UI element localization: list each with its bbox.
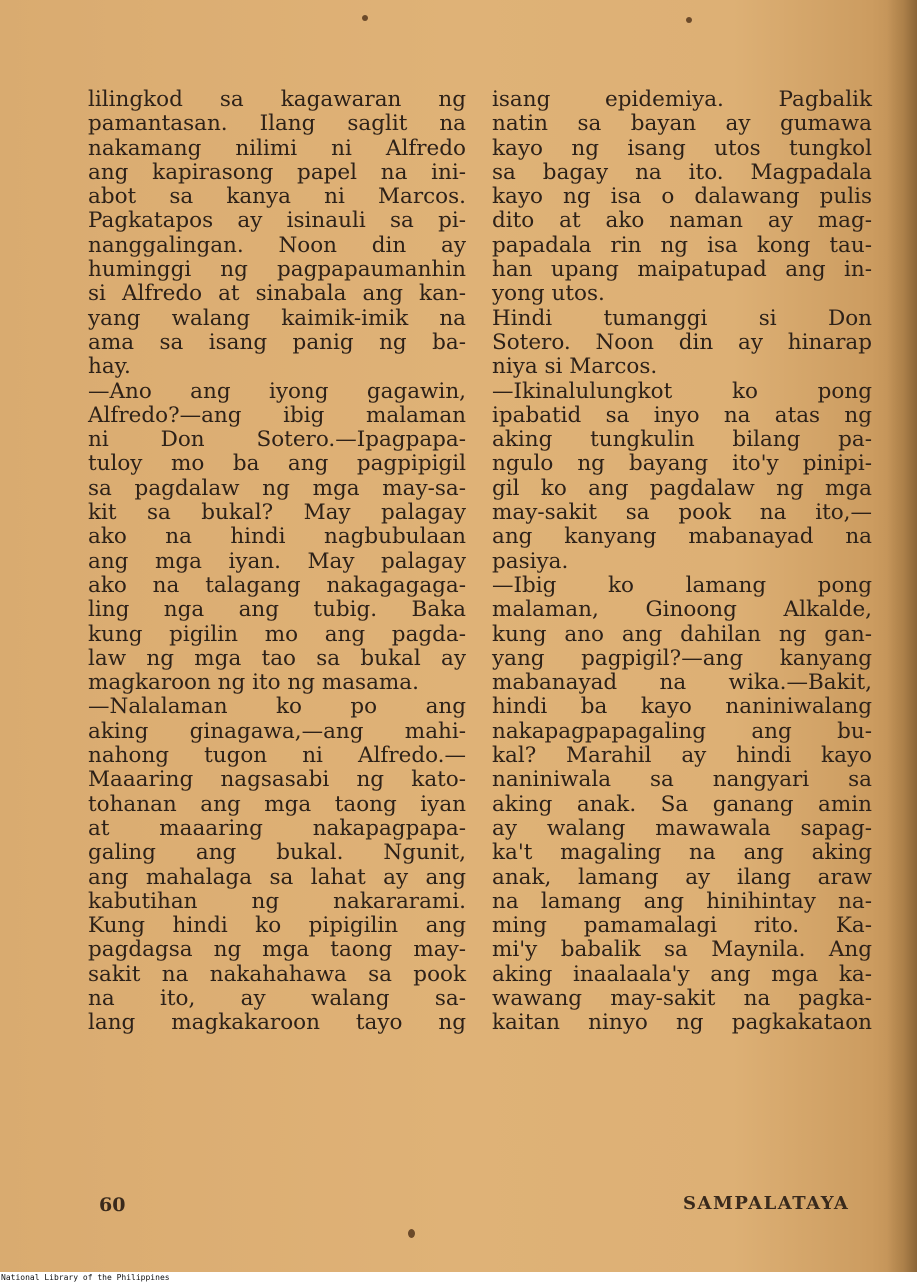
- text-line: galing ang bukal. Ngunit,: [88, 840, 466, 866]
- text-line: Alfredo?—ang ibig malaman: [88, 402, 466, 428]
- text-line: Kung hindi ko pipigilin ang: [88, 913, 466, 939]
- text-line: nakamang nilimi ni Alfredo: [88, 135, 466, 161]
- text-line: aking anak. Sa ganang amin: [492, 791, 872, 817]
- text-line: ang kapirasong papel na ini-: [88, 159, 466, 185]
- text-line: niya si Marcos.: [492, 354, 658, 380]
- text-line: pagdagsa ng mga taong may-: [88, 937, 466, 963]
- text-line: ngulo ng bayang ito'y pinipi-: [492, 451, 872, 477]
- text-line: huminggi ng pagpapaumanhin: [88, 257, 466, 283]
- text-line: kaitan ninyo ng pagkakataon: [492, 1010, 872, 1036]
- text-line: mabanayad na wika.—Bakit,: [492, 670, 872, 696]
- text-line: ipabatid sa inyo na atas ng: [492, 402, 872, 428]
- text-line: yang walang kaimik-imik na: [88, 305, 466, 331]
- text-line: yang pagpigil?—ang kanyang: [492, 645, 872, 671]
- text-line: ang mahalaga sa lahat ay ang: [88, 864, 466, 890]
- text-line: hindi ba kayo naniniwalang: [492, 694, 872, 720]
- text-line: wawang may-sakit na pagka-: [492, 985, 872, 1011]
- text-line: kung pigilin mo ang pagda-: [88, 621, 466, 647]
- print-speck: [408, 1229, 415, 1238]
- text-line: gil ko ang pagdalaw ng mga: [492, 475, 872, 501]
- text-line: —Ikinalulungkot ko pong: [492, 378, 872, 404]
- text-line: kayo ng isang utos tungkol: [492, 135, 872, 161]
- text-line: mi'y babalik sa Maynila. Ang: [492, 937, 872, 963]
- text-line: natin sa bayan ay gumawa: [492, 111, 872, 137]
- text-line: nahong tugon ni Alfredo.—: [88, 743, 466, 769]
- text-line: yong utos.: [492, 281, 605, 307]
- text-line: kal? Marahil ay hindi kayo: [492, 743, 872, 769]
- text-line: aking tungkulin bilang pa-: [492, 427, 872, 453]
- text-line: na ito, ay walang sa-: [88, 985, 466, 1011]
- text-line: lang magkakaroon tayo ng: [88, 1010, 466, 1036]
- left-text-column: [88, 88, 466, 1036]
- text-line: naniniwala sa nangyari sa: [492, 767, 872, 793]
- text-line: —Nalalaman ko po ang: [88, 694, 466, 720]
- text-line: ang kanyang mabanayad na: [492, 524, 872, 550]
- text-line: ka't magaling na ang aking: [492, 840, 872, 866]
- text-line: kit sa bukal? May palagay: [88, 500, 466, 526]
- text-line: na lamang ang hinihintay na-: [492, 888, 872, 914]
- text-line: papadala rin ng isa kong tau-: [492, 232, 872, 258]
- text-line: sa pagdalaw ng mga may-sa-: [88, 475, 466, 501]
- text-line: ako na hindi nagbubulaan: [88, 524, 466, 550]
- library-credit: National Library of the Philippines: [1, 1273, 170, 1282]
- text-line: aking inaalaala'y ang mga ka-: [492, 961, 872, 987]
- text-line: —Ibig ko lamang pong: [492, 572, 872, 598]
- text-line: han upang maipatupad ang in-: [492, 257, 872, 283]
- text-line: pamantasan. Ilang saglit na: [88, 111, 466, 137]
- text-line: malaman, Ginoong Alkalde,: [492, 597, 872, 623]
- text-line: kabutihan ng nakararami.: [88, 888, 466, 914]
- text-line: lilingkod sa kagawaran ng: [88, 87, 466, 112]
- text-line: at maaaring nakapagpapa-: [88, 815, 466, 841]
- text-line: ako na talagang nakagagaga-: [88, 572, 466, 598]
- text-line: tohanan ang mga taong iyan: [88, 791, 466, 817]
- print-speck: [686, 17, 692, 23]
- text-line: anak, lamang ay ilang araw: [492, 864, 872, 890]
- text-line: Sotero. Noon din ay hinarap: [492, 329, 872, 355]
- text-line: pasiya.: [492, 548, 569, 574]
- print-speck: [362, 15, 368, 21]
- text-line: isang epidemiya. Pagbalik: [492, 87, 872, 112]
- text-line: Pagkatapos ay isinauli sa pi-: [88, 208, 466, 234]
- text-line: ni Don Sotero.—Ipagpapa-: [88, 427, 466, 453]
- text-line: ling nga ang tubig. Baka: [88, 597, 466, 623]
- text-line: kayo ng isa o dalawang pulis: [492, 184, 872, 210]
- text-line: nakapagpapagaling ang bu-: [492, 718, 872, 744]
- text-line: Hindi tumanggi si Don: [492, 305, 872, 331]
- text-line: aking ginagawa,—ang mahi-: [88, 718, 466, 744]
- text-line: law ng mga tao sa bukal ay: [88, 645, 466, 671]
- text-line: Maaaring nagsasabi ng kato-: [88, 767, 466, 793]
- text-line: magkaroon ng ito ng masama.: [88, 670, 419, 696]
- right-text-column: [492, 88, 872, 1036]
- text-line: kung ano ang dahilan ng gan-: [492, 621, 872, 647]
- text-line: sa bagay na ito. Magpadala: [492, 159, 872, 185]
- page-binding-shadow: [887, 0, 917, 1272]
- text-line: ang mga iyan. May palagay: [88, 548, 466, 574]
- text-line: ay walang mawawala sapag-: [492, 815, 872, 841]
- running-title: SAMPALATAYA: [683, 1193, 850, 1214]
- text-line: sakit na nakahahawa sa pook: [88, 961, 466, 987]
- text-line: abot sa kanya ni Marcos.: [88, 184, 466, 210]
- text-line: —Ano ang iyong gagawin,: [88, 378, 466, 404]
- text-line: hay.: [88, 354, 131, 380]
- text-line: tuloy mo ba ang pagpipigil: [88, 451, 466, 477]
- text-line: si Alfredo at sinabala ang kan-: [88, 281, 466, 307]
- text-line: nanggalingan. Noon din ay: [88, 232, 466, 258]
- text-line: ming pamamalagi rito. Ka-: [492, 913, 872, 939]
- text-line: ama sa isang panig ng ba-: [88, 329, 466, 355]
- text-line: dito at ako naman ay mag-: [492, 208, 872, 234]
- page-number: 60: [99, 1194, 126, 1216]
- text-line: may-sakit sa pook na ito,—: [492, 500, 872, 526]
